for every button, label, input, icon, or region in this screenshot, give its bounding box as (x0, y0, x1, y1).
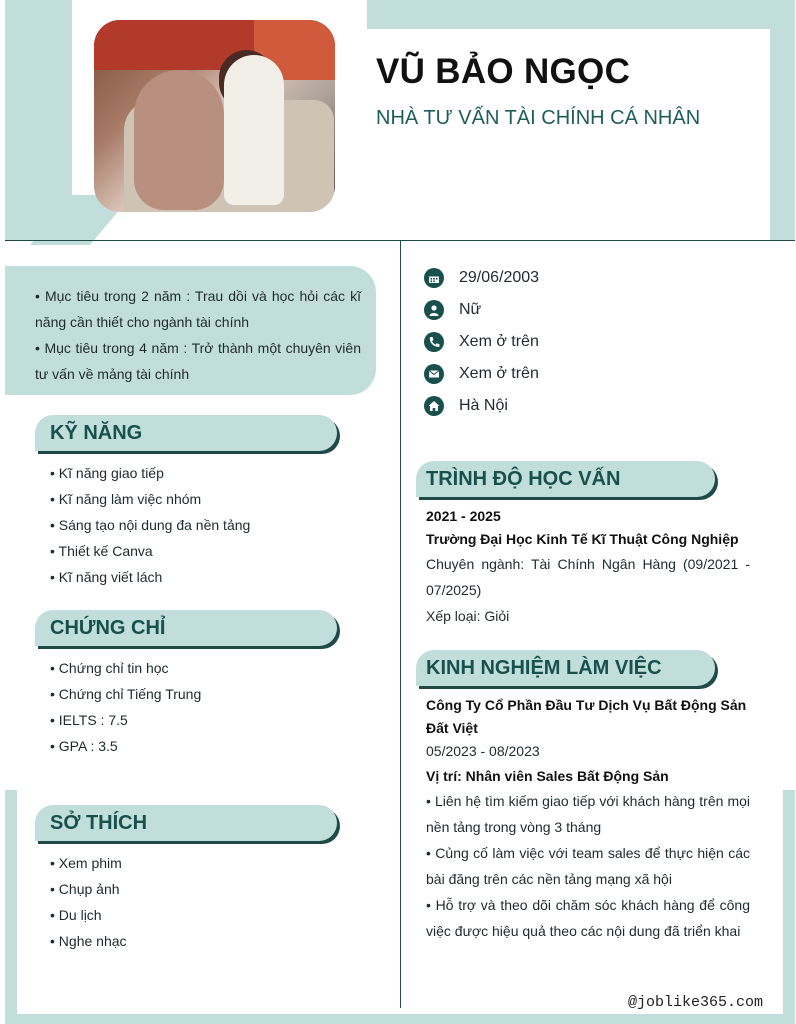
address-text: Hà Nội (459, 397, 508, 414)
footer-watermark: @joblike365.com (627, 994, 763, 1011)
home-icon (424, 396, 444, 416)
list-item: • Sáng tạo nội dung đa nền tảng (50, 512, 250, 538)
career-objective (5, 266, 376, 395)
dob-text: 29/06/2003 (459, 269, 540, 286)
skills-list (50, 460, 250, 590)
objective-item: • Mục tiêu trong 4 năm : Trở thành một chuyên viên tư vấn về mảng tài chính (35, 340, 361, 382)
list-item: • GPA : 3.5 (50, 733, 201, 759)
experience-duty: • Hỗ trợ và theo dõi chăm sóc khách hàng để công việc được hiệu quả theo các nội dung đã triển khai (426, 897, 750, 939)
education-heading: TRÌNH ĐỘ HỌC VẤN (416, 461, 715, 497)
experience-company: Công Ty Cổ Phần Đầu Tư Dịch Vụ Bất Động Sản Đất Việt (426, 697, 747, 736)
certificates-list (50, 655, 201, 759)
mail-icon (424, 364, 444, 384)
education-section (426, 505, 750, 629)
hobbies-heading: SỞ THÍCH (35, 805, 337, 841)
list-item: • Chứng chỉ Tiếng Trung (50, 681, 201, 707)
list-item: • Thiết kế Canva (50, 538, 250, 564)
list-item: • Du lịch (50, 902, 127, 928)
certificates-heading: CHỨNG CHỈ (35, 610, 337, 646)
list-item: • Xem phim (50, 850, 127, 876)
profile-photo (94, 20, 335, 212)
education-years: 2021 - 2025 (426, 508, 501, 524)
skills-heading: KỸ NĂNG (35, 415, 337, 451)
gender-text: Nữ (459, 301, 482, 318)
candidate-title: NHÀ TƯ VẤN TÀI CHÍNH CÁ NHÂN (376, 107, 701, 129)
contact-phone[interactable] (424, 326, 539, 358)
contact-email[interactable] (424, 358, 539, 390)
experience-heading: KINH NGHIỆM LÀM VIỆC (416, 650, 715, 686)
experience-position: Vị trí: Nhân viên Sales Bất Động Sản (426, 768, 669, 784)
email-text: Xem ở trên (459, 365, 539, 382)
education-grade: Xếp loại: Giỏi (426, 608, 510, 624)
calendar-icon (424, 268, 444, 288)
list-item: • Kĩ năng giao tiếp (50, 460, 250, 486)
contact-address (424, 390, 539, 422)
divider-vertical (400, 240, 401, 1008)
hobbies-list (50, 850, 127, 954)
user-icon (424, 300, 444, 320)
objective-item: • Mục tiêu trong 2 năm : Trau dồi và học hỏi các kĩ năng cần thiết cho ngành tài chính (35, 288, 361, 330)
frame-bottom (5, 1014, 795, 1024)
experience-section (426, 694, 750, 944)
list-item: • Nghe nhạc (50, 928, 127, 954)
frame-left (5, 790, 17, 1024)
education-school: Trường Đại Học Kinh Tế Kĩ Thuật Công Nghiệp (426, 531, 739, 547)
phone-text: Xem ở trên (459, 333, 539, 350)
list-item: • IELTS : 7.5 (50, 707, 201, 733)
experience-duty: • Liên hệ tìm kiếm giao tiếp với khách hàng trên mọi nền tảng trong vòng 3 tháng (426, 793, 750, 835)
list-item: • Kĩ năng làm việc nhóm (50, 486, 250, 512)
contact-dob (424, 262, 539, 294)
contact-info (424, 262, 539, 422)
frame-right (783, 790, 795, 1024)
experience-period: 05/2023 - 08/2023 (426, 743, 540, 759)
list-item: • Chụp ảnh (50, 876, 127, 902)
education-major: Chuyên ngành: Tài Chính Ngân Hàng (09/2021 - 07/2025) (426, 556, 750, 598)
experience-duty: • Củng cố làm việc với team sales để thực hiện các bài đăng trên các nền tảng mạng xã hội (426, 845, 750, 887)
phone-icon (424, 332, 444, 352)
list-item: • Kĩ năng viết lách (50, 564, 250, 590)
candidate-name: VŨ BẢO NGỌC (376, 52, 631, 91)
list-item: • Chứng chỉ tin học (50, 655, 201, 681)
contact-gender (424, 294, 539, 326)
